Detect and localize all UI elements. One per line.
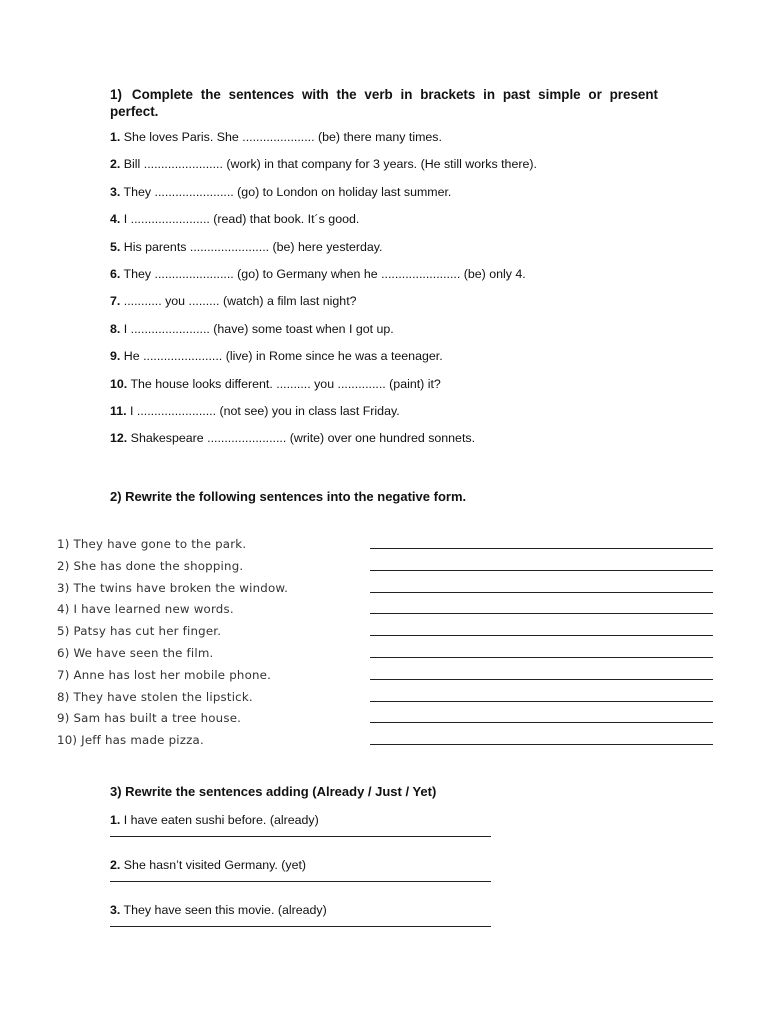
section-1-heading <box>110 86 658 120</box>
sentence-text: 3) The twins have broken the window. <box>57 580 289 595</box>
exercise-1-item <box>110 348 658 375</box>
sentence-text: 6) We have seen the film. <box>57 645 214 660</box>
item-text: They ....................... (go) to London on holiday last summer. <box>120 184 452 199</box>
exercise-1-item <box>110 266 658 293</box>
answer-blank-line[interactable] <box>370 548 713 549</box>
item-text: I ....................... (read) that book. It´s good. <box>120 212 360 227</box>
item-text: His parents ....................... (be) here yesterday. <box>120 239 383 254</box>
negative-form-row <box>57 645 717 667</box>
item-text: I ....................... (have) some toast when I got up. <box>120 321 394 336</box>
adverb-item <box>110 812 492 837</box>
adverb-item <box>110 902 492 927</box>
negative-form-row <box>57 689 717 711</box>
negative-form-row <box>57 667 717 689</box>
answer-blank-line[interactable] <box>110 926 491 927</box>
sentence-text: 8) They have stolen the lipstick. <box>57 689 253 704</box>
item-text: Bill ....................... (work) in that company for 3 years. (He still works there). <box>120 157 537 172</box>
answer-blank-line[interactable] <box>370 744 713 745</box>
exercise-1-item <box>110 211 658 238</box>
sentence-text: 4) I have learned new words. <box>57 602 234 617</box>
section-3-heading: 3) Rewrite the sentences adding (Already / Just / Yet) <box>110 784 437 799</box>
answer-blank-line[interactable] <box>370 613 713 614</box>
sentence-text: 1) They have gone to the park. <box>57 537 247 551</box>
item-number: 1. <box>110 813 121 827</box>
exercise-1-item <box>110 376 658 403</box>
item-text: He ....................... (live) in Rome since he was a teenager. <box>120 349 443 364</box>
item-number: 6. <box>110 266 121 281</box>
item-number: 2. <box>110 157 121 172</box>
answer-blank-line[interactable] <box>370 570 713 571</box>
item-number: 1. <box>110 130 121 144</box>
exercise-1-item <box>110 184 658 211</box>
exercise-1-item <box>110 239 658 266</box>
answer-blank-line[interactable] <box>370 679 713 680</box>
item-text: She hasn’t visited Germany. (yet) <box>120 858 307 872</box>
item-number: 7. <box>110 294 121 309</box>
exercise-1-item <box>110 430 658 457</box>
answer-blank-line[interactable] <box>370 657 713 658</box>
exercise-1-item <box>110 129 658 156</box>
item-number: 10. <box>110 376 128 391</box>
sentence-text: 5) Patsy has cut her finger. <box>57 624 222 639</box>
item-number: 11. <box>110 403 127 418</box>
sentence-text: 2) She has done the shopping. <box>57 558 244 573</box>
answer-blank-line[interactable] <box>110 881 491 882</box>
section-2-heading: 2) Rewrite the following sentences into the negative form. <box>110 489 467 504</box>
item-number: 3. <box>110 184 121 199</box>
sentence-text: 9) Sam has built a tree house. <box>57 711 242 726</box>
item-text: I have eaten sushi before. (already) <box>120 813 319 827</box>
exercise-1-item <box>110 156 658 183</box>
answer-blank-line[interactable] <box>110 836 491 837</box>
section-1-number: 1) <box>110 87 122 102</box>
negative-form-row <box>57 732 717 754</box>
item-text: They ....................... (go) to Germany when he ....................... (be) only 4. <box>120 266 526 281</box>
item-line <box>110 857 492 873</box>
negative-form-row <box>57 580 717 602</box>
item-line <box>110 902 492 918</box>
item-text: ........... you ......... (watch) a film last night? <box>120 294 357 309</box>
item-text: She loves Paris. She ..................... (be) there many times. <box>120 130 442 144</box>
item-text: The house looks different. .......... you .............. (paint) it? <box>127 376 441 391</box>
negative-form-row <box>57 623 717 645</box>
negative-form-row <box>57 710 717 732</box>
answer-blank-line[interactable] <box>370 701 713 702</box>
exercise-1-item <box>110 321 658 348</box>
sentence-text: 7) Anne has lost her mobile phone. <box>57 667 272 682</box>
exercise-1-item <box>110 403 658 430</box>
negative-form-row <box>57 558 717 580</box>
item-number: 8. <box>110 321 121 336</box>
exercise-1-item <box>110 293 658 320</box>
negative-form-row <box>57 601 717 623</box>
adverb-item <box>110 857 492 882</box>
item-number: 5. <box>110 239 121 254</box>
item-text: They have seen this movie. (already) <box>120 903 327 917</box>
answer-blank-line[interactable] <box>370 592 713 593</box>
answer-blank-line[interactable] <box>370 635 713 636</box>
item-number: 9. <box>110 349 121 364</box>
sentence-text: 10) Jeff has made pizza. <box>57 733 204 748</box>
item-text: Shakespeare ....................... (write) over one hundred sonnets. <box>127 431 476 446</box>
item-number: 12. <box>110 431 128 446</box>
item-number: 2. <box>110 858 121 872</box>
section-2-list <box>57 536 717 754</box>
item-number: 4. <box>110 212 121 227</box>
answer-blank-line[interactable] <box>370 722 713 723</box>
section-1-title: Complete the sentences with the verb in brackets in past simple or present perfect. <box>110 87 658 119</box>
item-number: 3. <box>110 903 121 917</box>
negative-form-row <box>57 536 717 558</box>
item-text: I ....................... (not see) you in class last Friday. <box>126 403 400 418</box>
section-1 <box>110 86 658 458</box>
item-line <box>110 812 492 828</box>
